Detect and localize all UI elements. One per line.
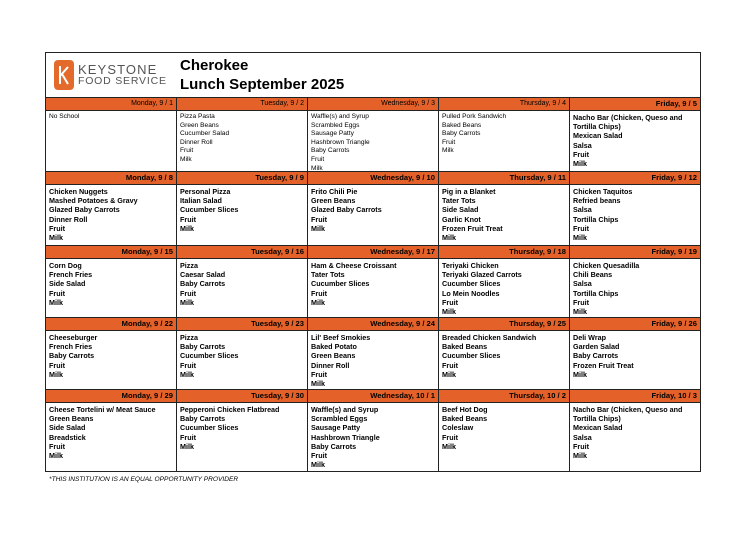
- menu-item: Side Salad: [49, 279, 86, 289]
- menu-item: Fruit: [442, 360, 458, 370]
- menu-item: Fruit: [49, 360, 65, 370]
- menu-item: Milk: [442, 369, 456, 379]
- menu-item: Baby Carrots: [573, 351, 619, 361]
- menu-item: Fruit: [311, 288, 327, 298]
- menu-item: Milk: [573, 369, 587, 379]
- menu-item: Baked Potato: [311, 342, 357, 352]
- menu-items: [46, 331, 176, 379]
- menu-item: Fruit: [49, 288, 65, 298]
- day-cell: [177, 318, 308, 390]
- menu-item: Milk: [442, 307, 456, 317]
- menu-item: Glazed Baby Carrots: [311, 205, 382, 215]
- day-cell: [46, 98, 177, 172]
- menu-items: [439, 111, 569, 156]
- menu-item: Hashbrown Triangle: [311, 138, 370, 146]
- menu-item: Pizza Pasta: [180, 113, 215, 120]
- menu-item: Fruit: [49, 441, 65, 451]
- menu-items: [439, 331, 569, 379]
- menu-item: Fruit: [49, 223, 65, 233]
- day-cell: [570, 246, 700, 318]
- day-cell: [177, 98, 308, 172]
- menu-item: Fruit: [573, 223, 589, 233]
- menu-item: Green Beans: [49, 414, 94, 424]
- menu-item: Milk: [180, 155, 192, 163]
- menu-item: Baked Beans: [442, 121, 482, 129]
- menu-title: Lunch September 2025: [180, 76, 345, 93]
- day-cell: [439, 390, 570, 472]
- menu-items: [570, 259, 700, 316]
- menu-item: Ham & Cheese Croissant: [311, 261, 397, 270]
- menu-item: Teriyaki Glazed Carrots: [442, 270, 522, 280]
- menu-item: Breadstick: [49, 432, 86, 442]
- menu-sheet: [45, 52, 701, 472]
- menu-item: Chili Beans: [573, 270, 613, 280]
- menu-item: Milk: [442, 441, 456, 451]
- menu-item: Fruit: [311, 369, 327, 379]
- day-label: Friday, 9 / 5: [570, 98, 700, 111]
- menu-item: Fruit: [442, 432, 458, 442]
- menu-item: Fruit: [180, 432, 196, 442]
- brand-line2: FOOD SERVICE: [78, 75, 167, 88]
- brand-line1: KEYSTONE: [78, 61, 158, 77]
- menu-items: [46, 403, 176, 460]
- day-label: Friday, 9 / 19: [570, 246, 700, 259]
- menu-item: Side Salad: [49, 423, 86, 433]
- menu-item: French Fries: [49, 270, 93, 280]
- menu-item: Fruit: [442, 138, 456, 146]
- menu-items: [46, 259, 176, 307]
- day-label: Tuesday, 9 / 2: [177, 98, 307, 111]
- day-cell: [46, 318, 177, 390]
- menu-item: Green Beans: [180, 121, 219, 129]
- footer-note: *THIS INSTITUTION IS AN EQUAL OPPORTUNITY PROVIDER: [49, 476, 239, 483]
- menu-item: Fruit: [311, 155, 325, 163]
- menu-item: Cucumber Slices: [311, 279, 370, 289]
- menu-item: Sausage Patty: [311, 423, 361, 433]
- menu-items: [177, 259, 307, 307]
- menu-item: Tortilla Chips: [573, 214, 619, 224]
- menu-item: Green Beans: [311, 196, 356, 206]
- day-label: Monday, 9 / 8: [46, 172, 176, 185]
- menu-item: Baby Carrots: [180, 279, 226, 289]
- menu-item: Cucumber Slices: [180, 205, 239, 215]
- menu-item: Garlic Knot: [442, 214, 481, 224]
- day-label: Friday, 9 / 12: [570, 172, 700, 185]
- day-cell: [570, 98, 700, 172]
- menu-item: Scrambled Eggs: [311, 414, 368, 424]
- menu-item: Hashbrown Triangle: [311, 432, 380, 442]
- menu-item: Milk: [49, 233, 63, 243]
- day-label: Wednesday, 9 / 3: [308, 98, 438, 111]
- menu-item: Chicken Taquitos: [573, 187, 633, 196]
- menu-item: Frozen Fruit Treat: [442, 223, 503, 233]
- menu-item: Baked Beans: [442, 414, 488, 424]
- menu-item: Baby Carrots: [180, 342, 226, 352]
- menu-item: Cucumber Salad: [180, 130, 230, 138]
- day-cell: [570, 318, 700, 390]
- menu-item: Breaded Chicken Sandwich: [442, 333, 537, 342]
- day-label: Wednesday, 9 / 24: [308, 318, 438, 331]
- menu-item: Milk: [573, 233, 587, 243]
- day-label: Wednesday, 10 / 1: [308, 390, 438, 403]
- day-cell: [308, 246, 439, 318]
- day-label: Monday, 9 / 1: [46, 98, 176, 111]
- menu-item: Dinner Roll: [180, 138, 213, 146]
- menu-item: Dinner Roll: [49, 214, 88, 224]
- menu-item: Teriyaki Chicken: [442, 261, 499, 270]
- menu-item: Milk: [573, 159, 587, 169]
- menu-item: Fruit: [573, 441, 589, 451]
- day-cell: [46, 246, 177, 318]
- menu-item: Mashed Potatoes & Gravy: [49, 196, 138, 206]
- menu-item: Baked Beans: [442, 342, 488, 352]
- day-label: Monday, 9 / 22: [46, 318, 176, 331]
- menu-item: Fruit: [180, 288, 196, 298]
- menu-items: [308, 111, 438, 173]
- menu-item: Lo Mein Noodles: [442, 288, 500, 298]
- menu-item: Milk: [442, 233, 456, 243]
- menu-item: Corn Dog: [49, 261, 82, 270]
- day-cell: [177, 246, 308, 318]
- menu-item: Fruit: [311, 451, 327, 461]
- menu-item: Milk: [180, 369, 194, 379]
- menu-item: Lil' Beef Smokies: [311, 333, 371, 342]
- menu-item: Milk: [573, 307, 587, 317]
- keystone-logo: [46, 60, 178, 90]
- menu-item: Fruit: [180, 147, 194, 155]
- menu-items: [570, 185, 700, 242]
- day-cell: [46, 390, 177, 472]
- menu-item: Beef Hot Dog: [442, 405, 488, 414]
- menu-item: Tortilla Chips: [573, 288, 619, 298]
- menu-item: Baby Carrots: [180, 414, 226, 424]
- day-label: Tuesday, 9 / 23: [177, 318, 307, 331]
- menu-item: Baby Carrots: [49, 351, 95, 361]
- menu-item: Scrambled Eggs: [311, 121, 360, 129]
- day-cell: [308, 98, 439, 172]
- day-label: Tuesday, 9 / 30: [177, 390, 307, 403]
- menu-item: Coleslaw: [442, 423, 474, 433]
- menu-item: Chicken Quesadilla: [573, 261, 640, 270]
- menu-items: [308, 403, 438, 469]
- day-label: Tuesday, 9 / 9: [177, 172, 307, 185]
- day-cell: [439, 172, 570, 246]
- menu-item: Milk: [311, 223, 325, 233]
- menu-item: Sausage Patty: [311, 130, 354, 138]
- school-name: Cherokee: [180, 57, 249, 74]
- menu-item: Tater Tots: [442, 196, 476, 206]
- day-cell: [570, 390, 700, 472]
- day-cell: [46, 172, 177, 246]
- menu-item: Pulled Pork Sandwich: [442, 113, 507, 120]
- menu-item: Fruit: [573, 297, 589, 307]
- day-label: Wednesday, 9 / 17: [308, 246, 438, 259]
- menu-item: Fruit: [311, 214, 327, 224]
- menu-item: Glazed Baby Carrots: [49, 205, 120, 215]
- menu-items: [177, 111, 307, 165]
- day-label: Friday, 9 / 26: [570, 318, 700, 331]
- menu-item: Pizza: [180, 333, 198, 342]
- day-label: Monday, 9 / 29: [46, 390, 176, 403]
- day-cell: [177, 172, 308, 246]
- menu-item: No School: [49, 113, 80, 120]
- menu-item: Pizza: [180, 261, 198, 270]
- menu-item: Salsa: [573, 205, 592, 215]
- day-cell: [570, 172, 700, 246]
- menu-item: Milk: [311, 164, 323, 172]
- menu-item: Mexican Salad: [573, 423, 623, 433]
- menu-item: Frozen Fruit Treat: [573, 360, 634, 370]
- menu-item: Deli Wrap: [573, 333, 607, 342]
- menu-items: [439, 259, 569, 316]
- menu-items: [308, 331, 438, 388]
- menu-items: [46, 111, 176, 122]
- menu-item: Chicken Nuggets: [49, 187, 108, 196]
- menu-items: [177, 185, 307, 233]
- menu-item: Dinner Roll: [311, 360, 350, 370]
- menu-item: Fruit: [180, 360, 196, 370]
- menu-item: French Fries: [49, 342, 93, 352]
- menu-item: Milk: [49, 451, 63, 461]
- menu-item: Milk: [442, 147, 454, 155]
- menu-item: Cucumber Slices: [442, 351, 501, 361]
- menu-item: Green Beans: [311, 351, 356, 361]
- menu-item: Fruit: [180, 214, 196, 224]
- menu-item: Milk: [180, 297, 194, 307]
- menu-item: Frito Chili Pie: [311, 187, 358, 196]
- menu-item: Milk: [311, 297, 325, 307]
- menu-item: Nacho Bar (Chicken, Queso and Tortilla Chips): [573, 113, 683, 132]
- day-cell: [439, 246, 570, 318]
- day-label: Thursday, 9 / 4: [439, 98, 569, 111]
- menu-item: Fruit: [573, 149, 589, 159]
- menu-item: Baby Carrots: [442, 130, 481, 138]
- menu-item: Waffle(s) and Syrup: [311, 405, 379, 414]
- day-label: Thursday, 9 / 25: [439, 318, 569, 331]
- menu-item: Pepperoni Chicken Flatbread: [180, 405, 280, 414]
- menu-item: Waffle(s) and Syrup: [311, 113, 369, 120]
- day-cell: [308, 172, 439, 246]
- menu-item: Garden Salad: [573, 342, 620, 352]
- day-cell: [177, 390, 308, 472]
- menu-items: [177, 403, 307, 451]
- day-cell: [308, 390, 439, 472]
- day-cell: [439, 318, 570, 390]
- menu-items: [570, 111, 700, 168]
- day-cell: [308, 318, 439, 390]
- menu-items: [570, 331, 700, 379]
- menu-item: Cucumber Slices: [180, 351, 239, 361]
- menu-item: Salsa: [573, 140, 592, 150]
- menu-item: Milk: [573, 451, 587, 461]
- menu-item: Caesar Salad: [180, 270, 226, 280]
- menu-item: Side Salad: [442, 205, 479, 215]
- menu-item: Milk: [311, 379, 325, 389]
- menu-item: Pig in a Blanket: [442, 187, 496, 196]
- menu-items: [308, 185, 438, 233]
- menu-item: Milk: [49, 369, 63, 379]
- menu-header: [46, 53, 700, 98]
- menu-items: [177, 331, 307, 379]
- menu-item: Milk: [180, 441, 194, 451]
- menu-items: [439, 403, 569, 451]
- menu-item: Tater Tots: [311, 270, 345, 280]
- menu-item: Fruit: [442, 297, 458, 307]
- menu-item: Salsa: [573, 432, 592, 442]
- menu-item: Milk: [311, 460, 325, 470]
- day-label: Monday, 9 / 15: [46, 246, 176, 259]
- menu-item: Nacho Bar (Chicken, Queso and Tortilla Chips): [573, 405, 683, 424]
- day-cell: [439, 98, 570, 172]
- menu-item: Mexican Salad: [573, 131, 623, 141]
- menu-item: Milk: [49, 297, 63, 307]
- k-logo-icon: [54, 60, 74, 90]
- day-label: Thursday, 9 / 11: [439, 172, 569, 185]
- menu-item: Personal Pizza: [180, 187, 231, 196]
- menu-item: Cucumber Slices: [442, 279, 501, 289]
- menu-items: [308, 259, 438, 307]
- menu-item: Milk: [180, 223, 194, 233]
- menu-items: [46, 185, 176, 242]
- day-label: Friday, 10 / 3: [570, 390, 700, 403]
- menu-item: Salsa: [573, 279, 592, 289]
- day-label: Wednesday, 9 / 10: [308, 172, 438, 185]
- menu-item: Cheese Tortelini w/ Meat Sauce: [49, 405, 156, 414]
- day-label: Thursday, 9 / 18: [439, 246, 569, 259]
- menu-items: [439, 185, 569, 242]
- menu-item: Baby Carrots: [311, 147, 350, 155]
- day-label: Tuesday, 9 / 16: [177, 246, 307, 259]
- menu-item: Italian Salad: [180, 196, 222, 206]
- menu-item: Baby Carrots: [311, 441, 357, 451]
- day-label: Thursday, 10 / 2: [439, 390, 569, 403]
- menu-item: Cucumber Slices: [180, 423, 239, 433]
- menu-item: Refried beans: [573, 196, 621, 206]
- menu-calendar: [46, 98, 700, 472]
- menu-item: Cheeseburger: [49, 333, 98, 342]
- menu-items: [570, 403, 700, 460]
